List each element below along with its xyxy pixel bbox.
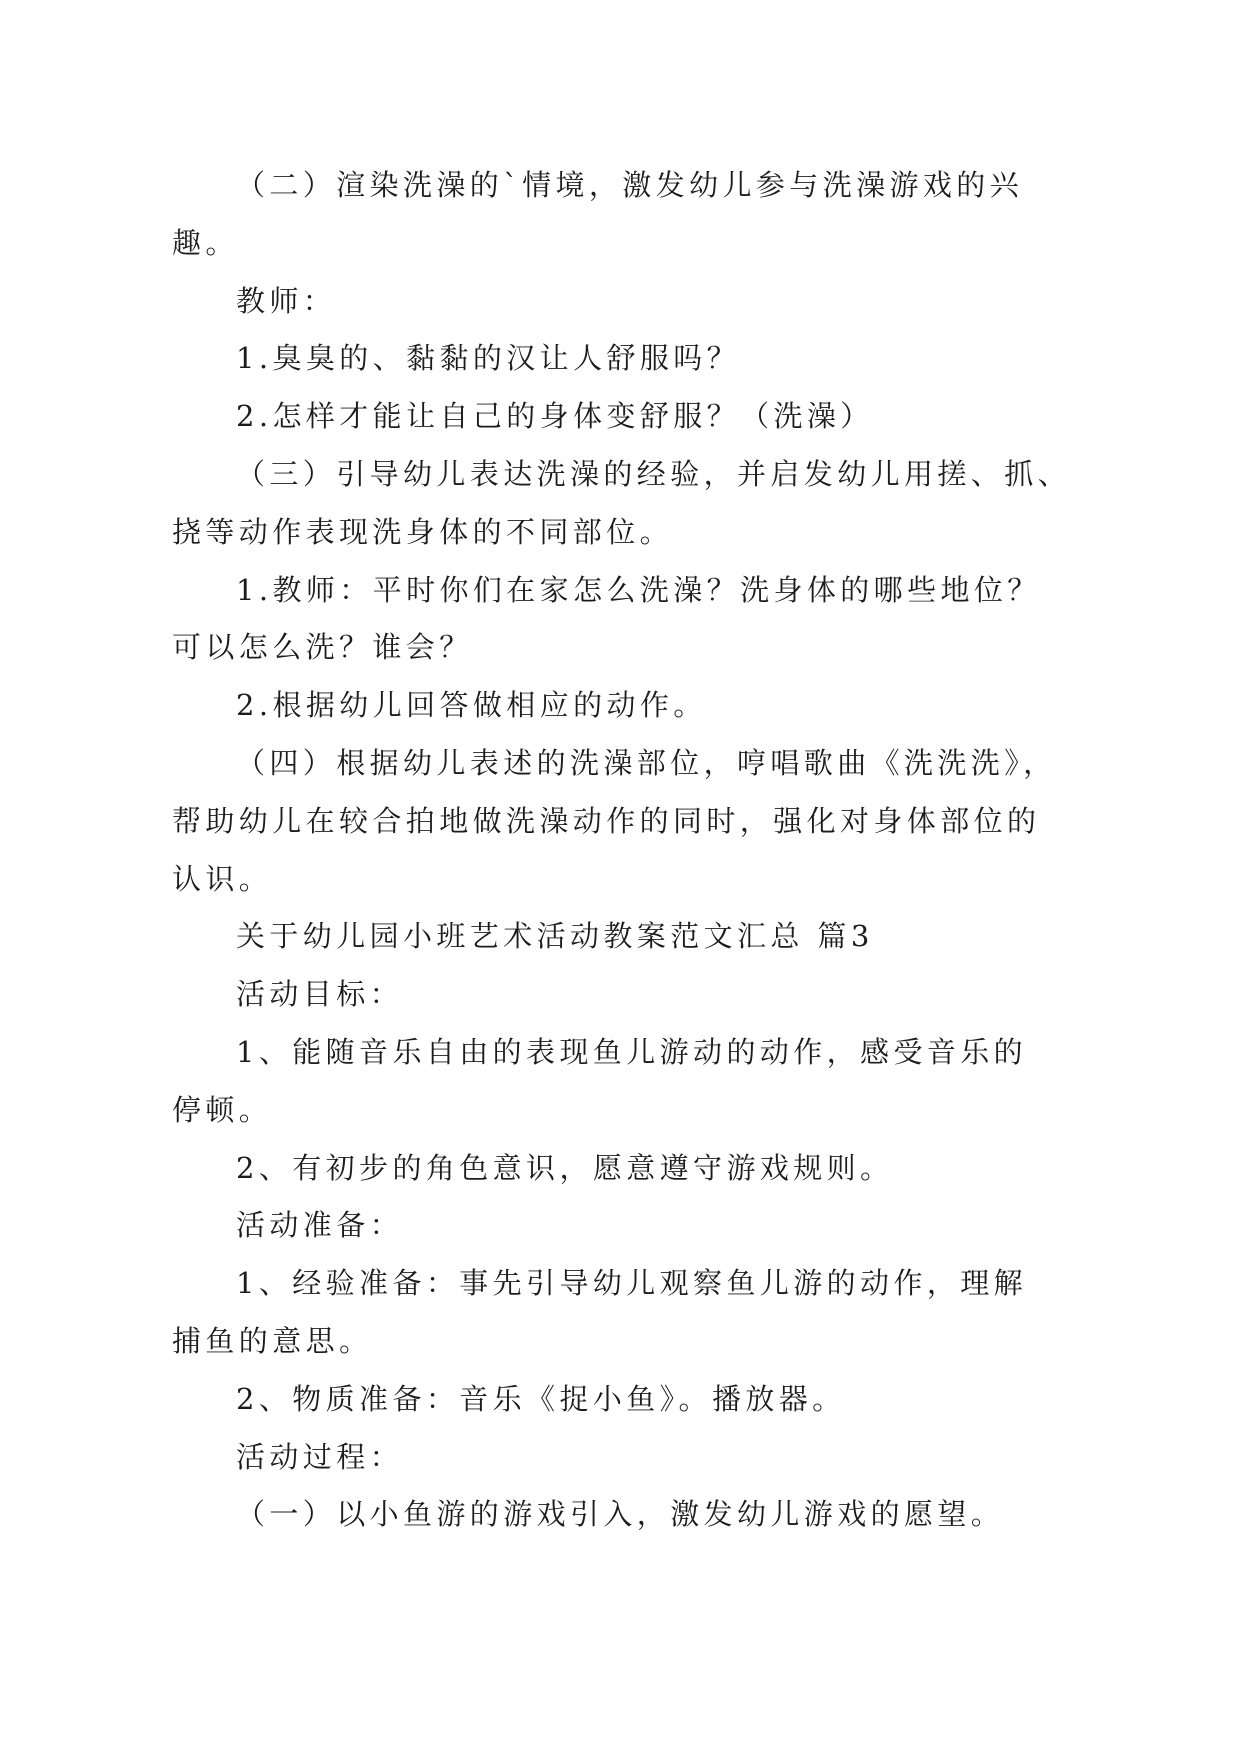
text-line: 2、物质准备：音乐《捉小鱼》。播放器。: [236, 1381, 846, 1416]
text-line: 帮助幼儿在较合拍地做洗澡动作的同时，强化对身体部位的: [172, 803, 1041, 838]
text-line: 2.怎样才能让自己的身体变舒服？（洗澡）: [236, 399, 874, 434]
text-line: 1.臭臭的、黏黏的汉让人舒服吗？: [236, 341, 741, 376]
section-heading: 关于幼儿园小班艺术活动教案范文汇总 篇3: [236, 919, 874, 954]
text-line: 教师：: [236, 283, 337, 318]
text-line: 认识。: [172, 861, 273, 896]
text-line: （三）引导幼儿表达洗澡的经验，并启发幼儿用搓、抓、: [236, 456, 1072, 491]
text-line: （二）渲染洗澡的`情境，激发幼儿参与洗澡游戏的兴: [236, 168, 1024, 202]
text-line: （一）以小鱼游的游戏引入，激发幼儿游戏的愿望。: [236, 1497, 1005, 1532]
text-line: 活动目标：: [236, 977, 404, 1012]
document-body: [0, 157, 1241, 1544]
text-line: 1、能随音乐自由的表现鱼儿游动的动作，感受音乐的: [236, 1034, 1028, 1069]
text-line: 捕鱼的意思。: [172, 1323, 373, 1358]
text-line: 1.教师：平时你们在家怎么洗澡？洗身体的哪些地位？: [236, 572, 1041, 607]
text-line: 挠等动作表现洗身体的不同部位。: [172, 514, 674, 549]
text-line: （四）根据幼儿表述的洗澡部位，哼唱歌曲《洗洗洗》，: [236, 745, 1057, 780]
text-line: 活动过程：: [236, 1439, 404, 1474]
text-line: 停顿。: [172, 1092, 273, 1127]
text-line: 2.根据幼儿回答做相应的动作。: [236, 688, 707, 723]
text-line: 活动准备：: [236, 1208, 404, 1243]
text-line: 趣。: [172, 225, 239, 260]
text-line: 可以怎么洗？谁会？: [172, 630, 473, 665]
text-line: 2、有初步的角色意识，愿意遵守游戏规则。: [236, 1150, 894, 1185]
text-line: 1、经验准备：事先引导幼儿观察鱼儿游的动作，理解: [236, 1266, 1028, 1301]
